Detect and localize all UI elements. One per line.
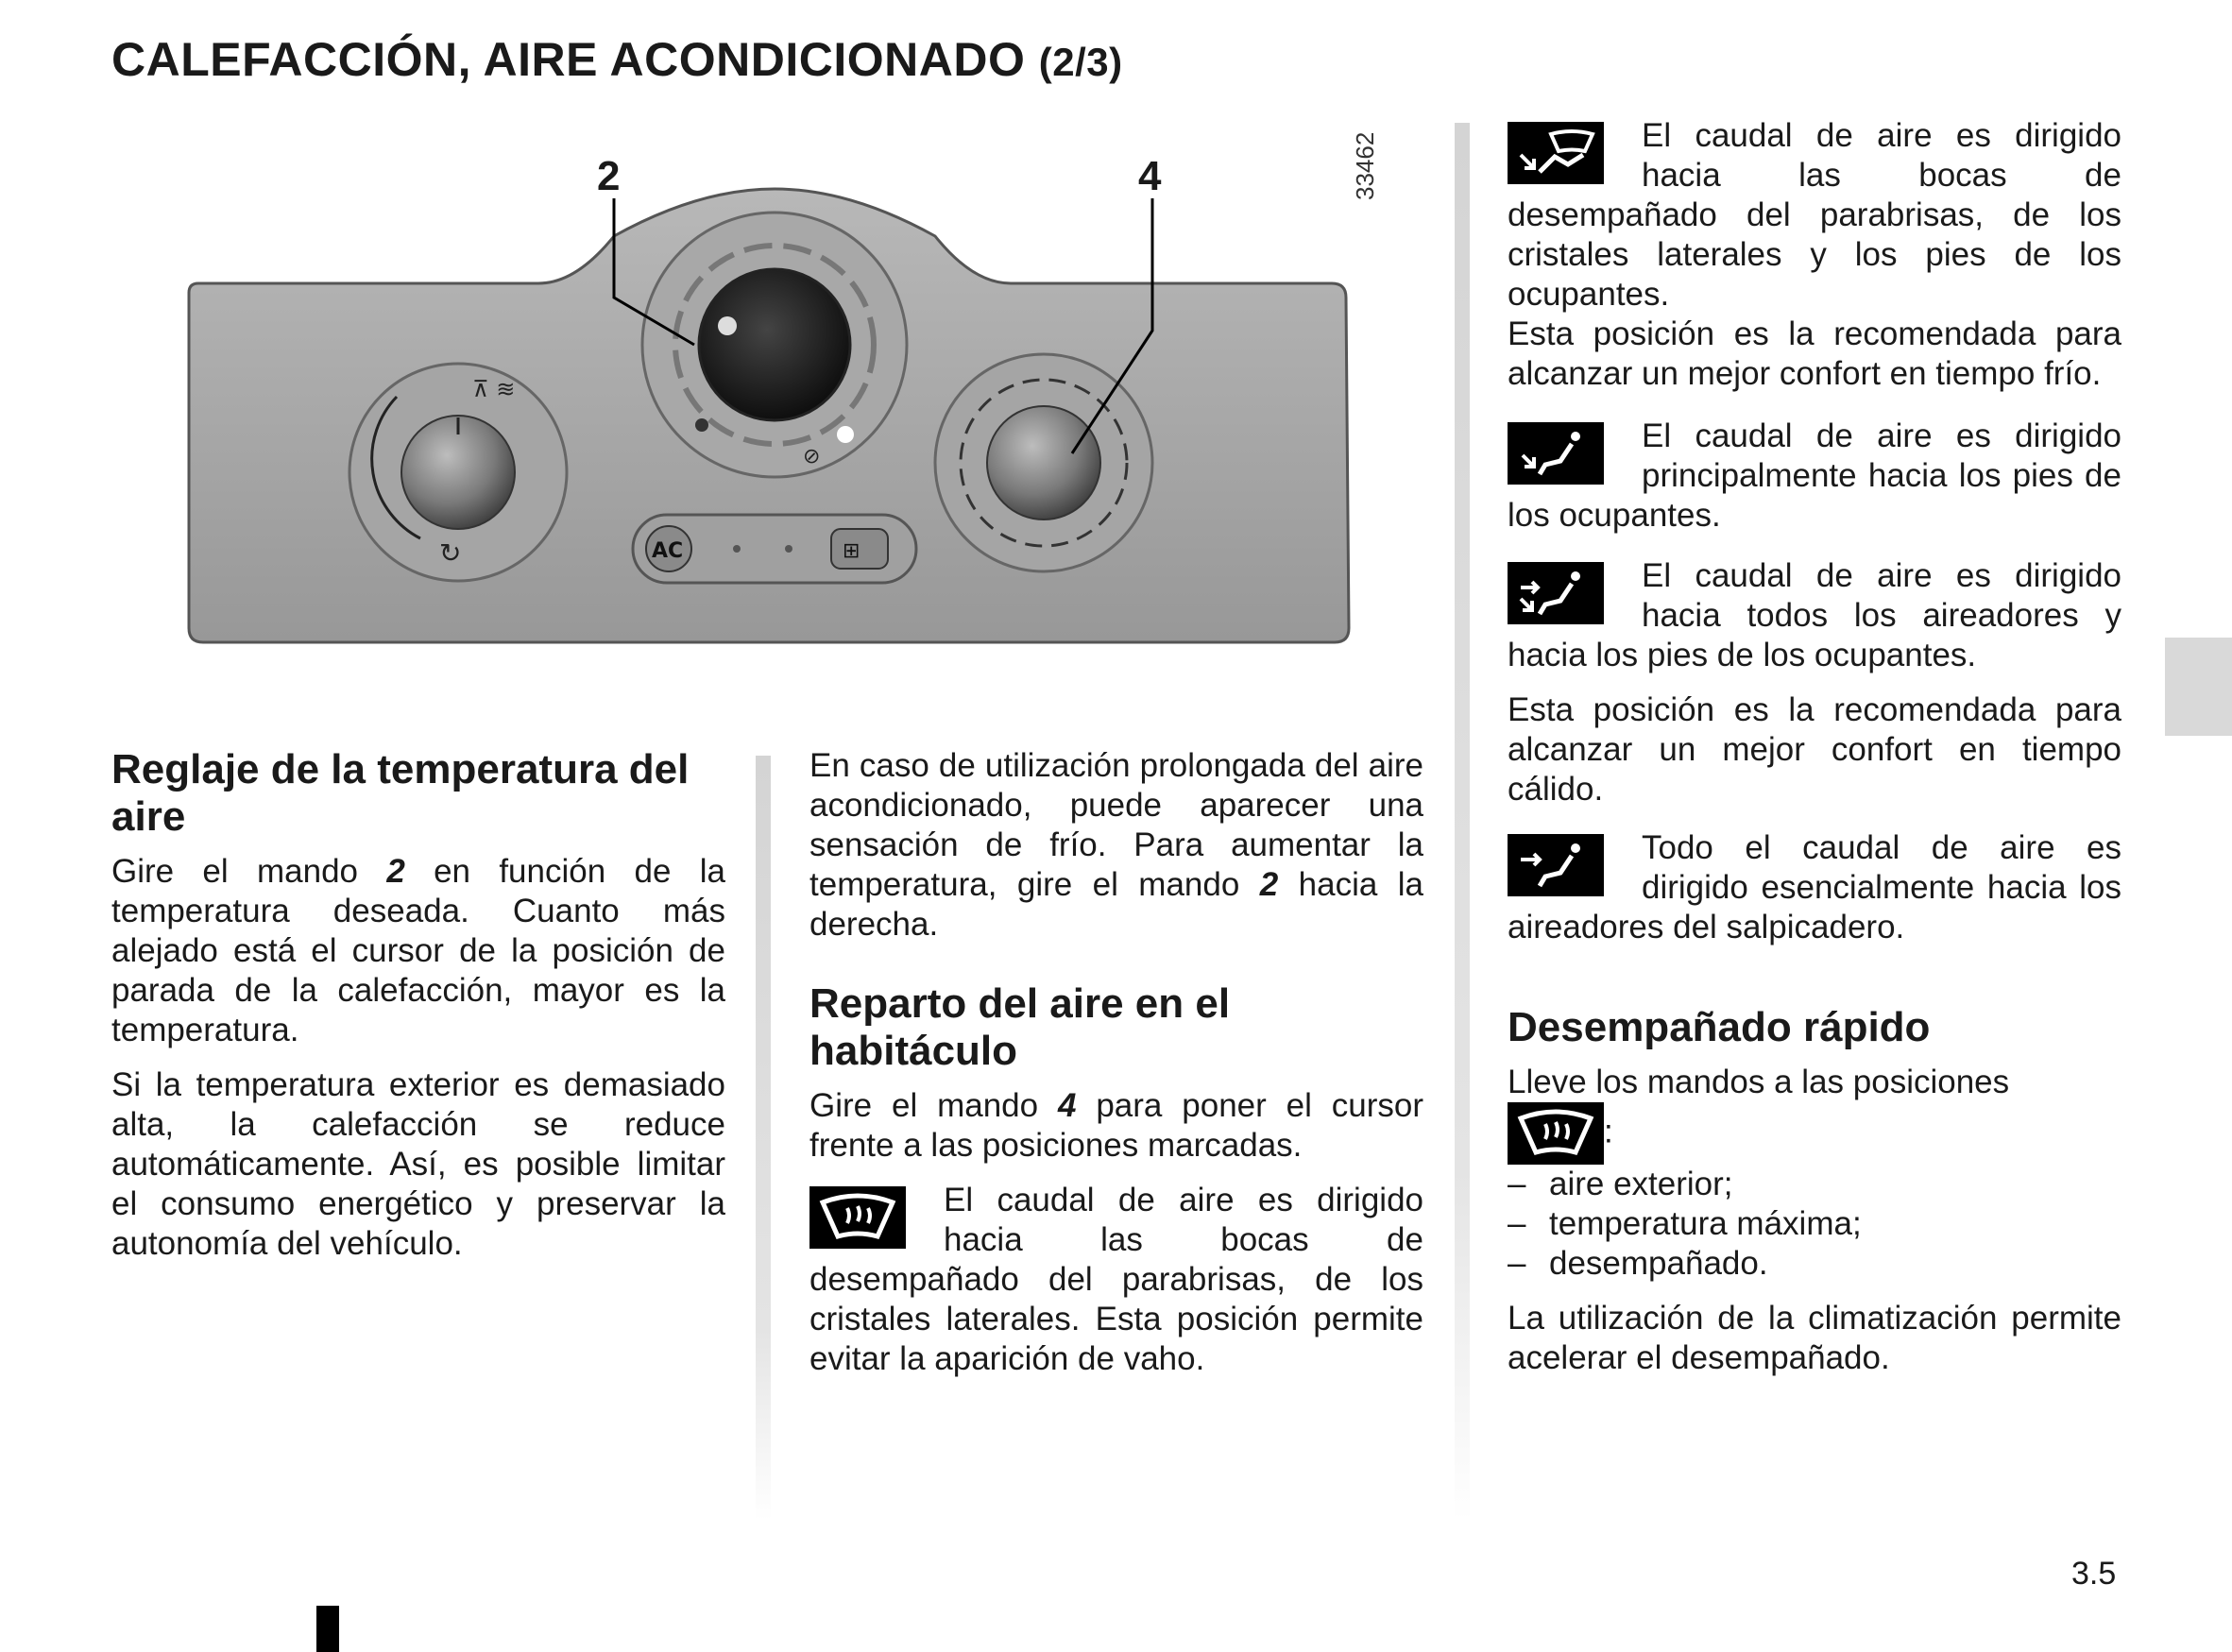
mode-description: Todo el caudal de aire es dirigido esencialmente hacia los aireadores del salpicadero.: [1508, 829, 2121, 945]
list-dash: –: [1508, 1166, 1526, 1202]
text: en función de la temperatura deseada. Cuanto más alejado está el cursor de la posición de parada de la calefacción, mayor es la temperatura.: [111, 853, 725, 1048]
windscreen-defrost-icon: [809, 1186, 906, 1249]
control-panel-illustration: [170, 113, 1398, 680]
control-ref: 2: [386, 853, 405, 890]
list-item-text: aire exterior;: [1549, 1166, 1733, 1202]
section-heading-air-distribution: Reparto del aire en el habitáculo: [809, 980, 1231, 1074]
section-heading-quick-defrost: Desempañado rápido: [1508, 1004, 1931, 1050]
paragraph-quick-defrost-icon: [1508, 1102, 2121, 1165]
paragraph-outside-temperature: Si la temperatura exterior es demasiado alta, la calefacción se reduce automáticamente. Así, es posible limitar el consumo energético y preservar la autonomía del vehículo.: [111, 1066, 725, 1262]
quick-defrost-list: [1508, 1165, 2121, 1284]
mode-item-vents-feet: [1508, 556, 2121, 825]
defrost-and-feet-icon: [1508, 122, 1604, 184]
text: para poner el cursor frente a las posiciones marcadas.: [809, 1087, 1423, 1164]
callout-2: 2: [597, 153, 621, 199]
list-dash: –: [1508, 1245, 1526, 1282]
paragraph-quick-defrost: Lleve los mandos a las posiciones: [1508, 1064, 2010, 1100]
mode-item-feet: [1508, 417, 2121, 551]
column-1: [111, 746, 725, 1279]
dashboard-vents-icon: [1508, 834, 1604, 896]
list-item: [1508, 1244, 2121, 1284]
figure-code: 33462: [1351, 131, 1379, 200]
mode-description: El caudal de aire es dirigido principalmente hacia los pies de los ocupantes.: [1508, 417, 2121, 534]
control-ref: 2: [1259, 866, 1279, 903]
mode-item-defrost: [809, 1181, 1423, 1394]
page-number: 3.5: [2071, 1556, 2117, 1592]
ac-label: AC: [652, 539, 684, 563]
list-item-text: desempañado.: [1549, 1245, 1768, 1282]
text: Gire el mando: [111, 853, 387, 890]
text: Gire el mando: [809, 1087, 1058, 1124]
text: En caso de utilización prolongada del aire acondicionado, puede aparecer una sensación de frío. Para aumentar la temperatura, gire el mando: [809, 747, 1423, 903]
list-dash: –: [1508, 1205, 1526, 1242]
vents-and-feet-icon: [1508, 562, 1604, 624]
svg-text:⊼ ≋: ⊼ ≋: [472, 376, 516, 402]
mode-item-defrost-feet: [1508, 116, 2121, 409]
paragraph-climate-note: La utilización de la climatización permite acelerar el desempañado.: [1508, 1300, 2121, 1376]
mode-recommendation: Esta posición es la recomendada para alcanzar un mejor confort en tiempo frío.: [1508, 315, 2121, 392]
mode-description: El caudal de aire es dirigido hacia las bocas de desempañado del parabrisas, de los cristales laterales y los pies de los ocupantes.: [1508, 117, 2121, 313]
paragraph-temperature-adjust: [111, 852, 725, 1050]
corner-mark: [316, 1606, 339, 1652]
paragraph-turn-control: [809, 1086, 1423, 1166]
mode-description: El caudal de aire es dirigido hacia las bocas de desempañado del parabrisas, de los cristales laterales. Esta posición permite evitar la aparición de vaho.: [809, 1182, 1423, 1377]
control-panel-drawing: [170, 113, 1398, 680]
text: hacia la derecha.: [809, 866, 1423, 943]
text: :: [1604, 1113, 1613, 1150]
column-divider-1: [756, 756, 771, 1521]
svg-text:↻: ↻: [439, 537, 462, 569]
page-title-suffix: (2/3): [1038, 40, 1123, 84]
windscreen-defrost-icon: [1508, 1102, 1604, 1165]
feet-icon: [1508, 422, 1604, 485]
section-heading-temperature: Reglaje de la temperatura del aire: [111, 746, 690, 840]
list-item: [1508, 1204, 2121, 1244]
paragraph-prolonged-ac: [809, 746, 1423, 945]
page-title: [111, 32, 1123, 87]
page-title-text: CALEFACCIÓN, AIRE ACONDICIONADO: [111, 33, 1026, 86]
chapter-tab: [2165, 638, 2232, 736]
list-item: [1508, 1165, 2121, 1204]
svg-text:⊞: ⊞: [843, 539, 860, 563]
mode-description: El caudal de aire es dirigido hacia todos los aireadores y hacia los pies de los ocupantes.: [1508, 557, 2121, 673]
column-3: [1508, 116, 2121, 1393]
svg-text:⊘: ⊘: [803, 445, 821, 468]
mode-recommendation: Esta posición es la recomendada para alcanzar un mejor confort en tiempo cálido.: [1508, 691, 2121, 808]
mode-item-vents: [1508, 828, 2121, 962]
column-divider-2: [1455, 123, 1470, 1521]
column-2: [809, 746, 1423, 1394]
callout-4: 4: [1138, 153, 1162, 199]
list-item-text: temperatura máxima;: [1549, 1205, 1862, 1242]
control-ref: 4: [1058, 1087, 1077, 1124]
